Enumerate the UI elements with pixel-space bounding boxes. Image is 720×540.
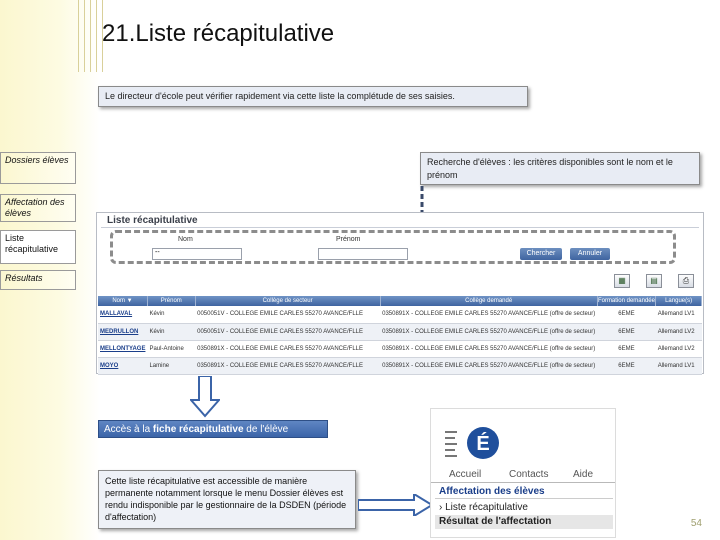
print-icon[interactable]: ⎙ (678, 274, 694, 288)
nom-label: Nom (178, 236, 193, 243)
sidenav-item-affectation[interactable] (0, 194, 76, 222)
search-note-callout (420, 152, 700, 185)
student-name-link[interactable]: MOYO (98, 357, 147, 374)
search-highlight-box (110, 230, 676, 264)
export-csv-icon[interactable]: ▤ (646, 274, 662, 288)
table-row (98, 340, 702, 357)
sidenav-item-liste[interactable] (0, 230, 76, 264)
student-name-link[interactable]: MALLAVAL (98, 306, 147, 323)
table-cell: Allemand LV2 (656, 323, 702, 340)
menu-item-resultat[interactable]: Résultat de l'affectation (435, 515, 613, 529)
app-title: Liste récapitulative (107, 215, 198, 226)
column-header-prenom[interactable]: Prénom (147, 296, 195, 306)
table-cell: 6EME (597, 306, 656, 323)
table-cell: Allemand LV1 (656, 357, 702, 374)
inset-top-menu (431, 469, 616, 483)
intro-callout (98, 86, 528, 107)
access-label: Accès à la fiche récapitulative de l'élève (98, 420, 328, 438)
access-arrow (190, 376, 220, 418)
table-cell: Allemand LV1 (656, 306, 702, 323)
table-cell: 0050051V - COLLEGE EMILE CARLES 55270 AVANCE/FLLE (195, 306, 380, 323)
table-cell: 0350891X - COLLEGE EMILE CARLES 55270 AVANCE/FLLE (195, 357, 380, 374)
table-cell: Allemand LV2 (656, 340, 702, 357)
column-header-nom[interactable]: Nom ▼ (98, 296, 147, 306)
inset-arrow (358, 494, 434, 516)
sidenav-label: Affectation des élèves (5, 197, 65, 219)
table-cell: Kévin (147, 323, 195, 340)
slide-title: 21.Liste récapitulative (102, 20, 335, 47)
sidenav-item-resultats[interactable] (0, 270, 76, 290)
table-cell: 0350891X - COLLEGE EMILE CARLES 55270 AVANCE/FLLE (offre de secteur) (380, 306, 597, 323)
search-note-text: Recherche d'élèves : les critères disponibles sont le nom et le prénom (427, 157, 673, 180)
table-row (98, 306, 702, 323)
table-cell: Kévin (147, 306, 195, 323)
export-excel-icon[interactable]: ▦ (614, 274, 630, 288)
intro-text: Le directeur d'école peut vérifier rapidement via cette liste la complétude de ses saisies. (105, 91, 455, 101)
menu-accueil[interactable]: Accueil (449, 469, 482, 480)
sidenav-label: Liste récapitulative (5, 233, 59, 255)
column-header-college-demande[interactable]: Collège demandé (380, 296, 597, 306)
table-cell: 6EME (597, 357, 656, 374)
table-cell: 0350891X - COLLEGE EMILE CARLES 55270 AVANCE/FLLE (offre de secteur) (380, 357, 597, 374)
page-number: 54 (690, 518, 702, 529)
menu-item-liste[interactable]: › Liste récapitulative (439, 502, 528, 513)
table-row (98, 323, 702, 340)
table-cell: 0350891X - COLLEGE EMILE CARLES 55270 AVANCE/FLLE (195, 340, 380, 357)
column-header-college-secteur[interactable]: Collège de secteur (195, 296, 380, 306)
table-cell: 6EME (597, 323, 656, 340)
sidenav-item-dossiers[interactable] (0, 152, 76, 184)
prenom-label: Prénom (336, 236, 361, 243)
app-title-divider (101, 227, 699, 228)
results-table (98, 296, 702, 375)
table-cell: 0350891X - COLLEGE EMILE CARLES 55270 AVANCE/FLLE (offre de secteur) (380, 323, 597, 340)
sidenav-label: Résultats (5, 273, 43, 283)
table-cell: 0050051V - COLLEGE EMILE CARLES 55270 AVANCE/FLLE (195, 323, 380, 340)
search-button[interactable]: Chercher (520, 248, 562, 260)
column-header-formation[interactable]: Formation demandée (597, 298, 655, 304)
menu-item-affectation[interactable]: Affectation des élèves (435, 485, 613, 499)
ministry-logo (439, 417, 499, 467)
nom-input[interactable]: -- (152, 248, 242, 260)
sidenav-label: Dossiers élèves (5, 155, 69, 165)
student-name-link[interactable]: MEDRULLON (98, 323, 147, 340)
table-cell: 0350891X - COLLEGE EMILE CARLES 55270 AVANCE/FLLE (offre de secteur) (380, 340, 597, 357)
cancel-button[interactable]: Annuler (570, 248, 610, 260)
column-header-langues[interactable]: Langue(s) (656, 296, 702, 306)
table-cell: 6EME (597, 340, 656, 357)
availability-note: Cette liste récapitulative est accessible de manière permanente notamment lorsque le menu Dossier élèves est rendu indisponible par le gestionnaire de la DSDEN (période d'affectation) (98, 470, 356, 529)
table-header-row (98, 296, 702, 306)
menu-aide[interactable]: Aide (573, 469, 594, 480)
table-cell: Lamine (147, 357, 195, 374)
menu-contacts[interactable]: Contacts (509, 469, 549, 480)
svg-text:É: É (476, 433, 490, 455)
menu-inset (430, 408, 616, 538)
table-cell: Paul-Antoine (147, 340, 195, 357)
table-row (98, 357, 702, 374)
decorative-lines (78, 0, 104, 72)
chevron-right-icon: › (439, 502, 446, 513)
student-name-link[interactable]: MELLONTYAGE (98, 340, 147, 357)
